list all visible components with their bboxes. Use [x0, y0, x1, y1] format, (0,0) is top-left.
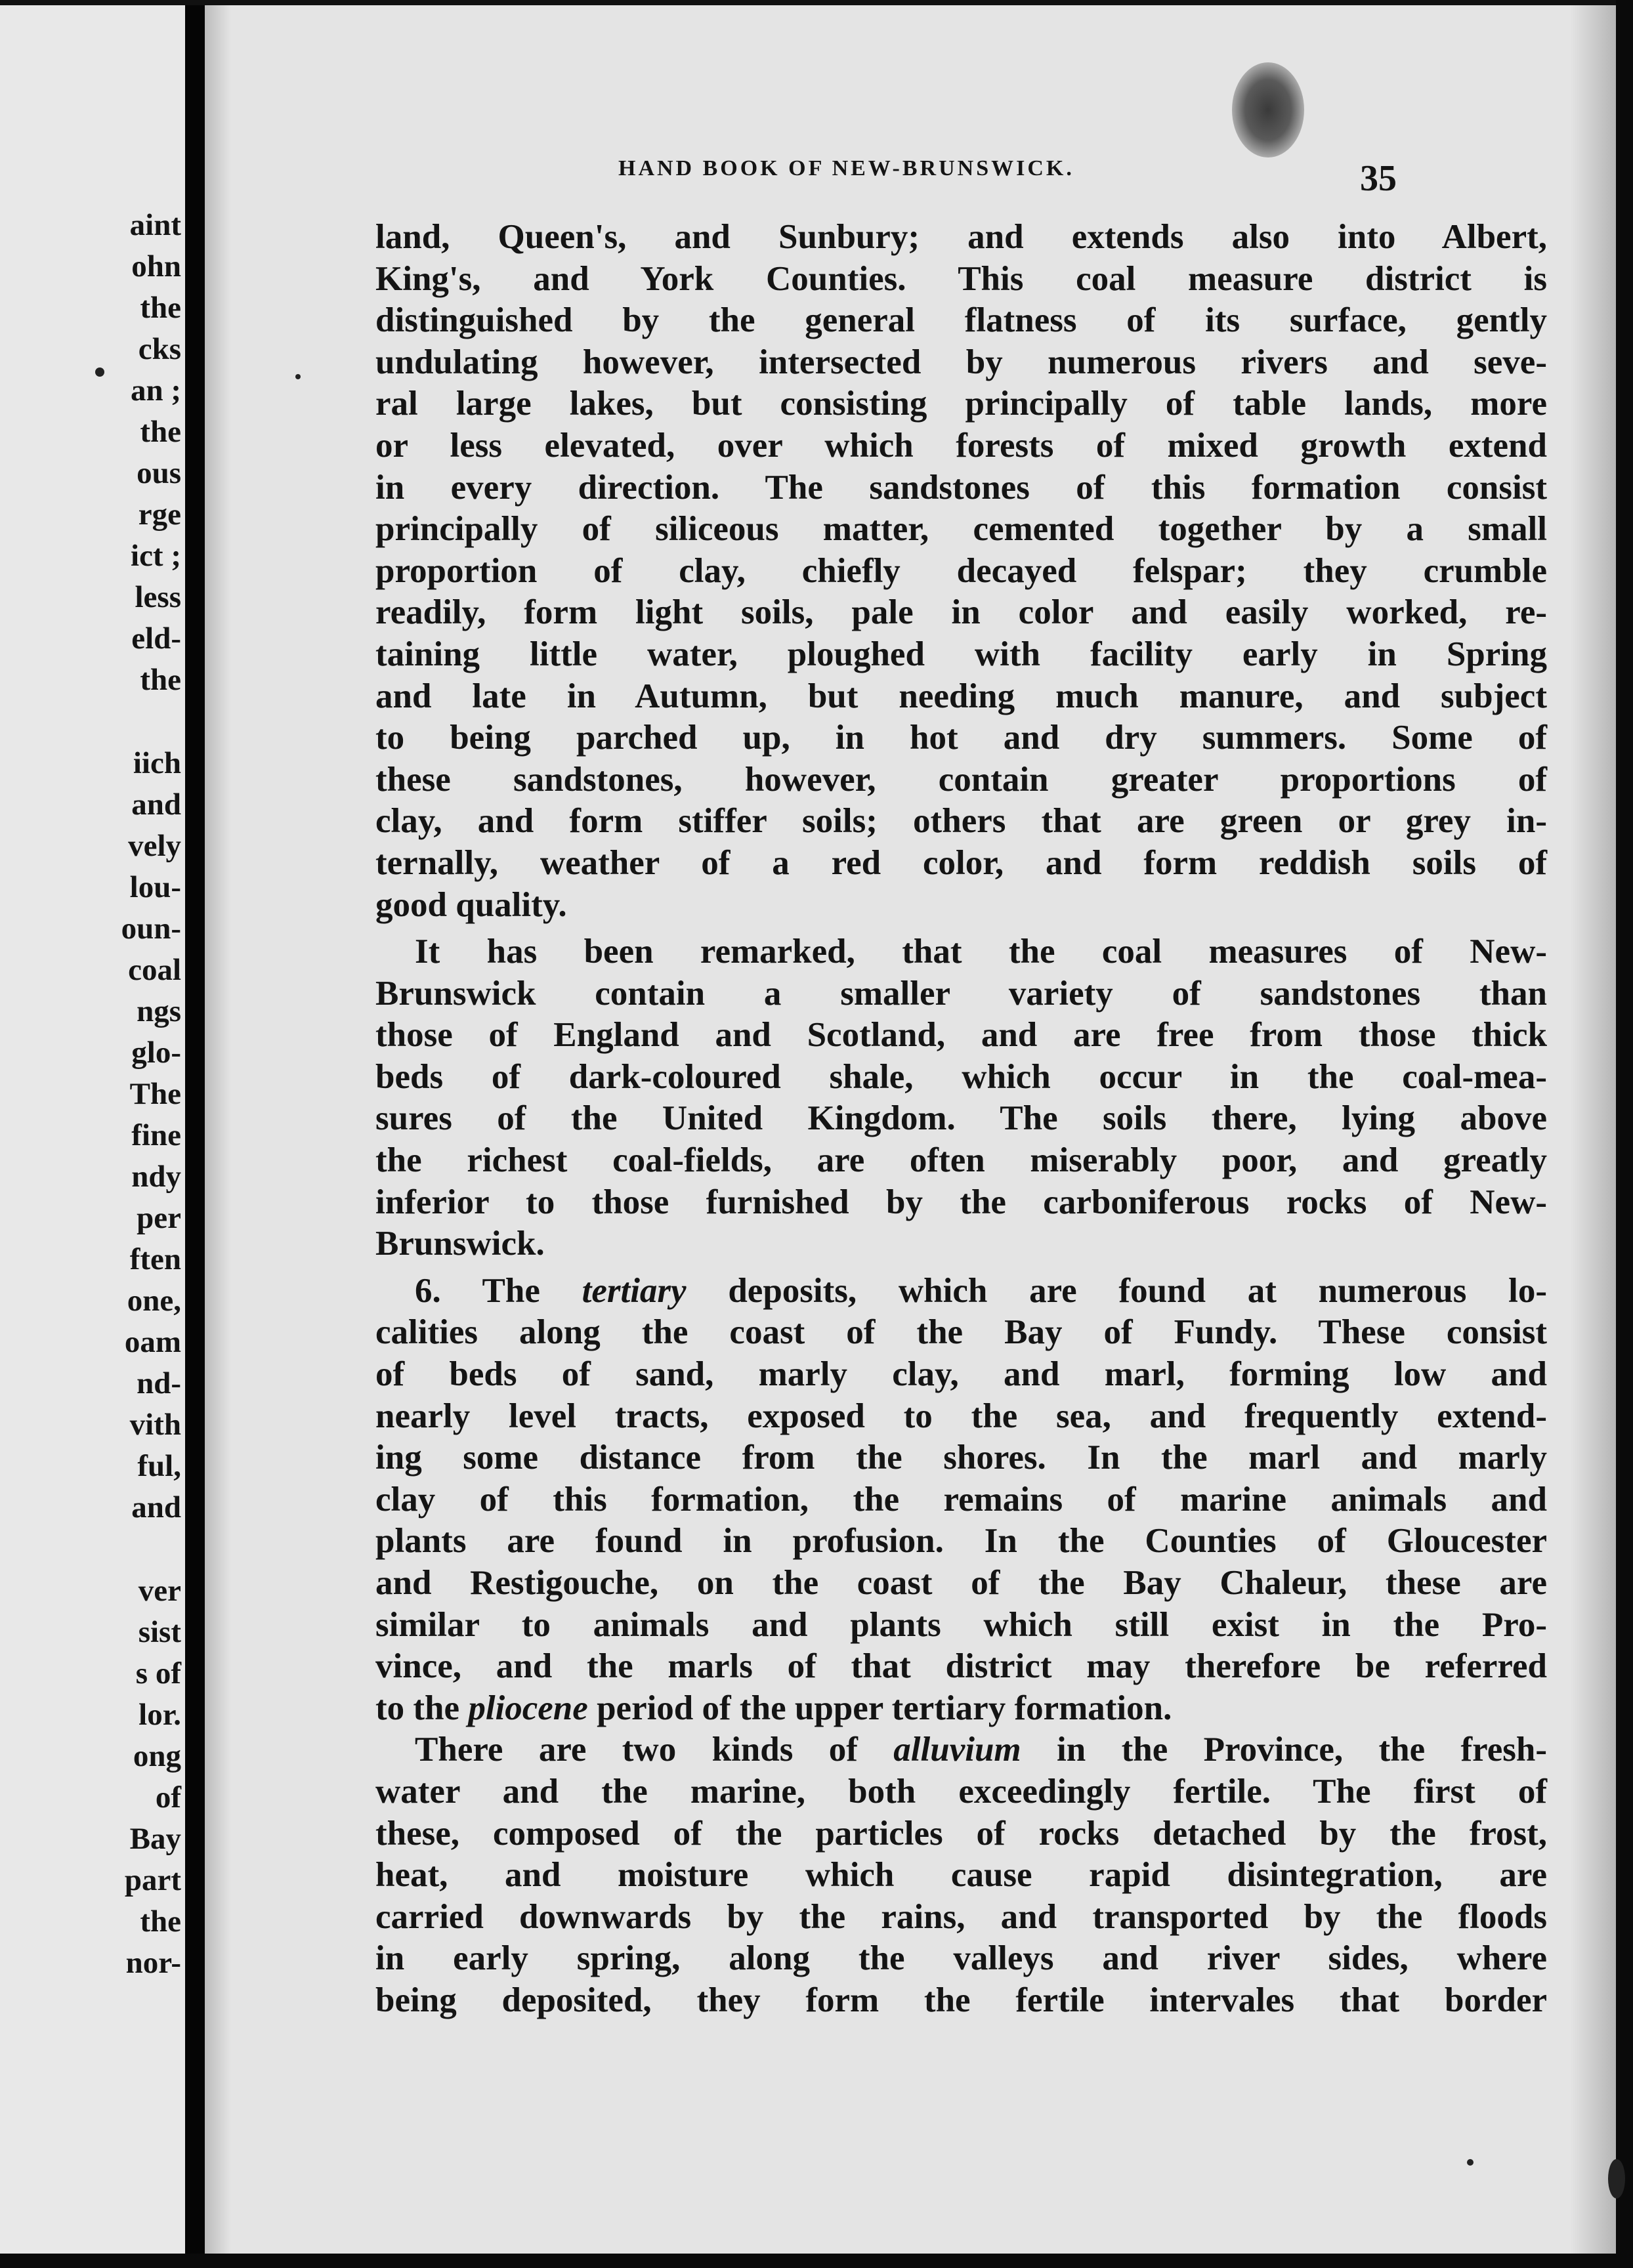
text-segment: clay of this formation, the remains of marine animals and — [375, 1480, 1547, 1519]
left-page-fragment: and — [131, 788, 181, 822]
text-line — [375, 1980, 1547, 2022]
text-line — [375, 1057, 1547, 1099]
text-segment: calities along the coast of the Bay of Fundy. These consist — [375, 1313, 1547, 1352]
left-page-fragment: glo- — [131, 1036, 181, 1070]
text-line — [375, 931, 1547, 973]
text-line — [375, 801, 1547, 843]
text-segment: ternally, weather of a red color, and form reddish soils of — [375, 843, 1547, 882]
text-segment: nearly level tracts, exposed to the sea, and frequently extend- — [375, 1396, 1547, 1435]
text-segment: to the — [375, 1689, 469, 1727]
page-edge-shadow — [1570, 0, 1616, 2268]
text-line — [375, 759, 1547, 801]
text-line — [375, 300, 1547, 342]
left-page-fragment: ohn — [131, 249, 181, 284]
body-text — [375, 217, 1547, 2022]
text-segment: sures of the United Kingdom. The soils there, lying above — [375, 1099, 1547, 1138]
text-segment: and late in Autumn, but needing much manure, and subject — [375, 677, 1547, 715]
left-page-fragment: oun- — [121, 912, 181, 946]
left-page-fragment: an ; — [130, 373, 181, 408]
speck — [1608, 2159, 1625, 2198]
left-page-fragment: ndy — [131, 1160, 181, 1194]
left-page-fragment: ful, — [137, 1449, 181, 1483]
left-facing-page — [0, 0, 185, 2268]
left-page-fragment: the — [140, 1904, 181, 1939]
text-segment: 6. The — [415, 1271, 582, 1310]
text-segment: these, composed of the particles of rocks detached by the frost, — [375, 1814, 1547, 1853]
left-page-fragment: ict ; — [131, 539, 181, 573]
text-line — [375, 1223, 1547, 1265]
left-page-fragment: oam — [124, 1325, 181, 1359]
left-page-fragment: the — [140, 663, 181, 697]
left-page-fragment: nd- — [137, 1366, 181, 1400]
text-segment: in early spring, along the valleys and river sides, where — [375, 1939, 1547, 1978]
text-segment: carried downwards by the rains, and transported by the floods — [375, 1897, 1547, 1936]
text-line — [375, 217, 1547, 259]
scan-frame-right — [1616, 0, 1633, 2268]
left-page-fragment: eld- — [131, 621, 181, 656]
text-segment: principally of siliceous matter, cemented together by a small — [375, 510, 1547, 549]
left-page-fragment: lor. — [138, 1698, 181, 1732]
text-line — [375, 843, 1547, 885]
text-segment: Brunswick contain a smaller variety of sandstones than — [375, 974, 1547, 1013]
text-line — [375, 1312, 1547, 1354]
text-segment: heat, and moisture which cause rapid disintegration, are — [375, 1856, 1547, 1895]
text-line — [375, 1938, 1547, 1980]
text-segment: deposits, which are found at numerous lo- — [686, 1271, 1547, 1310]
text-line — [375, 1396, 1547, 1438]
text-segment: undulating however, intersected by numerous rivers and seve- — [375, 343, 1547, 381]
text-segment: similar to animals and plants which still exist in the Pro- — [375, 1605, 1547, 1644]
text-line — [375, 1479, 1547, 1521]
text-segment: the richest coal-fields, are often miserably poor, and greatly — [375, 1141, 1547, 1180]
text-line — [375, 467, 1547, 509]
left-page-fragment: rge — [138, 497, 181, 532]
text-segment: taining little water, ploughed with facility early in Spring — [375, 635, 1547, 673]
italic-term: tertiary — [582, 1271, 687, 1310]
text-line — [375, 973, 1547, 1015]
text-line — [375, 383, 1547, 425]
left-page-fragment: ften — [129, 1242, 181, 1276]
text-segment: ing some distance from the shores. In the marl and marly — [375, 1438, 1547, 1477]
left-page-fragment: part — [124, 1863, 181, 1897]
text-segment: in the Province, the fresh- — [1021, 1731, 1547, 1769]
text-segment: good quality. — [375, 885, 567, 924]
text-segment: of beds of sand, marly clay, and marl, forming low and — [375, 1355, 1547, 1394]
text-segment: beds of dark-coloured shale, which occur in the coal-mea- — [375, 1057, 1547, 1096]
text-line — [375, 551, 1547, 593]
left-page-fragment: vith — [129, 1408, 181, 1442]
speck — [95, 368, 104, 377]
text-line — [375, 1855, 1547, 1897]
ink-blot — [1232, 62, 1304, 158]
text-line — [375, 425, 1547, 467]
speck — [295, 374, 301, 379]
left-page-fragment: ous — [137, 456, 181, 490]
text-segment: There are two kinds of — [415, 1731, 894, 1769]
left-page-fragment: and — [131, 1490, 181, 1524]
left-page-fragment: per — [137, 1201, 181, 1235]
italic-term: pliocene — [468, 1689, 588, 1727]
text-line — [375, 1897, 1547, 1939]
left-page-fragment: the — [140, 415, 181, 449]
text-line — [375, 1182, 1547, 1224]
text-line — [375, 1729, 1547, 1771]
text-segment: Brunswick. — [375, 1225, 545, 1263]
text-line — [375, 1354, 1547, 1396]
text-line — [375, 634, 1547, 676]
text-segment: readily, form light soils, pale in color and easily worked, re- — [375, 593, 1547, 632]
text-segment: vince, and the marls of that district may therefore be referred — [375, 1647, 1547, 1686]
left-page-fragment: sist — [138, 1615, 181, 1649]
text-line — [375, 676, 1547, 718]
right-page — [231, 0, 1616, 2254]
text-line — [375, 1270, 1547, 1312]
text-segment: in every direction. The sandstones of this formation consist — [375, 468, 1547, 507]
left-page-fragment: lou- — [129, 870, 181, 904]
text-line — [375, 1098, 1547, 1140]
text-segment: period of the upper tertiary formation. — [587, 1689, 1172, 1727]
text-line — [375, 592, 1547, 634]
left-page-fragment: aint — [129, 208, 181, 242]
text-line — [375, 1521, 1547, 1563]
left-page-fragment: iich — [133, 746, 181, 780]
text-segment: those of England and Scotland, and are free from those thick — [375, 1016, 1547, 1055]
left-page-fragment: cks — [138, 332, 181, 366]
left-page-fragment: nor- — [125, 1946, 181, 1980]
text-segment: these sandstones, however, contain greater proportions of — [375, 760, 1547, 799]
text-line — [375, 885, 1547, 927]
text-line — [375, 509, 1547, 551]
text-line — [375, 1015, 1547, 1057]
text-line — [375, 1646, 1547, 1688]
text-line — [375, 1771, 1547, 1813]
left-page-fragment: ver — [138, 1574, 181, 1608]
text-segment: land, Queen's, and Sunbury; and extends also into Albert, — [375, 218, 1547, 256]
speck — [1467, 2159, 1474, 2166]
book-gutter — [185, 0, 205, 2268]
text-line — [375, 1688, 1547, 1730]
text-line — [375, 1605, 1547, 1647]
text-segment: being deposited, they form the fertile intervales that border — [375, 1981, 1547, 2019]
text-segment: and Restigouche, on the coast of the Bay Chaleur, these are — [375, 1564, 1547, 1602]
text-line — [375, 1813, 1547, 1855]
text-segment: ral large lakes, but consisting principally of table lands, more — [375, 385, 1547, 423]
text-segment: clay, and form stiffer soils; others that are green or grey in- — [375, 802, 1547, 841]
left-page-fragment: s of — [135, 1656, 181, 1690]
left-page-fragment: less — [135, 580, 181, 614]
text-line — [375, 1437, 1547, 1479]
text-segment: distinguished by the general flatness of its surface, gently — [375, 301, 1547, 340]
left-page-fragment: vely — [128, 829, 181, 863]
text-segment: to being parched up, in hot and dry summers. Some of — [375, 719, 1547, 757]
left-page-fragment: The — [129, 1077, 181, 1111]
text-segment: King's, and York Counties. This coal measure district is — [375, 259, 1547, 298]
text-segment: inferior to those furnished by the carboniferous rocks of New- — [375, 1183, 1547, 1221]
gutter-shadow — [205, 0, 231, 2268]
text-line — [375, 717, 1547, 759]
italic-term: alluvium — [893, 1731, 1021, 1769]
left-page-fragment: of — [155, 1780, 181, 1815]
left-page-fragment: ong — [133, 1739, 181, 1773]
page-number: 35 — [1360, 158, 1397, 199]
left-page-fragment: coal — [128, 953, 181, 987]
scan-frame-bottom — [0, 2254, 1633, 2268]
text-segment: or less elevated, over which forests of mixed growth extend — [375, 426, 1547, 465]
text-segment: plants are found in profusion. In the Counties of Gloucester — [375, 1522, 1547, 1561]
scan-frame-top — [0, 0, 1633, 5]
text-segment: water and the marine, both exceedingly fertile. The first of — [375, 1772, 1547, 1811]
left-page-fragment: ngs — [137, 994, 181, 1028]
text-line — [375, 1563, 1547, 1605]
left-page-fragment: fine — [131, 1118, 181, 1152]
left-page-fragment: one, — [127, 1284, 181, 1318]
left-page-fragment: the — [140, 291, 181, 325]
text-segment: It has been remarked, that the coal measures of New- — [415, 933, 1547, 971]
text-line — [375, 1140, 1547, 1182]
text-line — [375, 342, 1547, 384]
text-line — [375, 259, 1547, 301]
text-segment: proportion of clay, chiefly decayed felspar; they crumble — [375, 551, 1547, 590]
running-head: HAND BOOK OF NEW-BRUNSWICK. — [618, 156, 1074, 180]
left-page-fragment: Bay — [129, 1822, 181, 1856]
